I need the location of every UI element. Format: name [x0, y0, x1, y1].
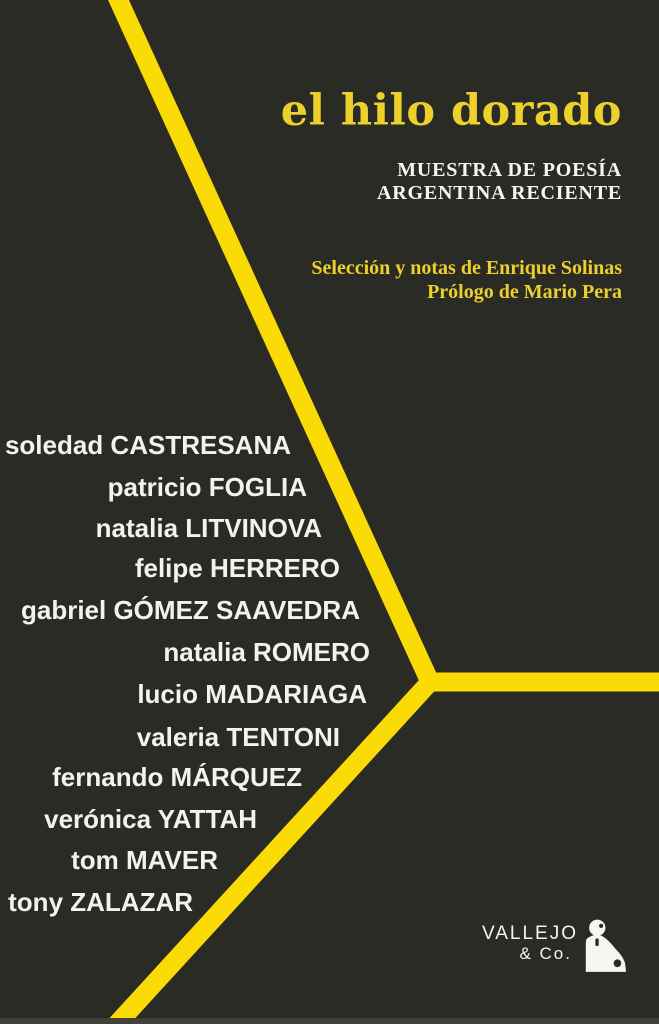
- author-name: felipe HERRERO: [134, 553, 340, 583]
- publisher-wordmark: [482, 924, 578, 964]
- author-name: gabriel GÓMEZ SAAVEDRA: [20, 595, 360, 625]
- author-name: natalia LITVINOVA: [95, 513, 322, 543]
- author-name: soledad CASTRESANA: [4, 430, 291, 460]
- credit-prologue: Prólogo de Mario Pera: [427, 281, 622, 303]
- author-name: fernando MÁRQUEZ: [52, 762, 302, 792]
- subtitle-line-2: ARGENTINA RECIENTE: [376, 182, 622, 204]
- subtitle: [62, 159, 622, 205]
- author-name: natalia ROMERO: [163, 637, 370, 667]
- author-name: verónica YATTAH: [44, 804, 257, 834]
- author-name: valeria TENTONI: [136, 722, 340, 752]
- author-name: lucio MADARIAGA: [137, 679, 367, 709]
- publisher-suffix: & Co.: [519, 944, 572, 963]
- credit-selection: Selección y notas de Enrique Solinas: [311, 257, 622, 279]
- author-name: patricio FOGLIA: [107, 472, 307, 502]
- author-name: tony ZALAZAR: [8, 887, 193, 917]
- page-title: el hilo dorado: [280, 86, 622, 136]
- author-name: tom MAVER: [71, 845, 218, 875]
- thread-vertex: [421, 673, 440, 692]
- subtitle-line-1: MUESTRA DE POESÍA: [397, 159, 622, 181]
- vallejo-silhouette-icon: [581, 918, 627, 974]
- publisher-logo: [482, 918, 627, 974]
- credits: [62, 256, 622, 304]
- publisher-name: VALLEJO: [481, 923, 578, 944]
- bottom-edge-strip: [0, 1018, 659, 1024]
